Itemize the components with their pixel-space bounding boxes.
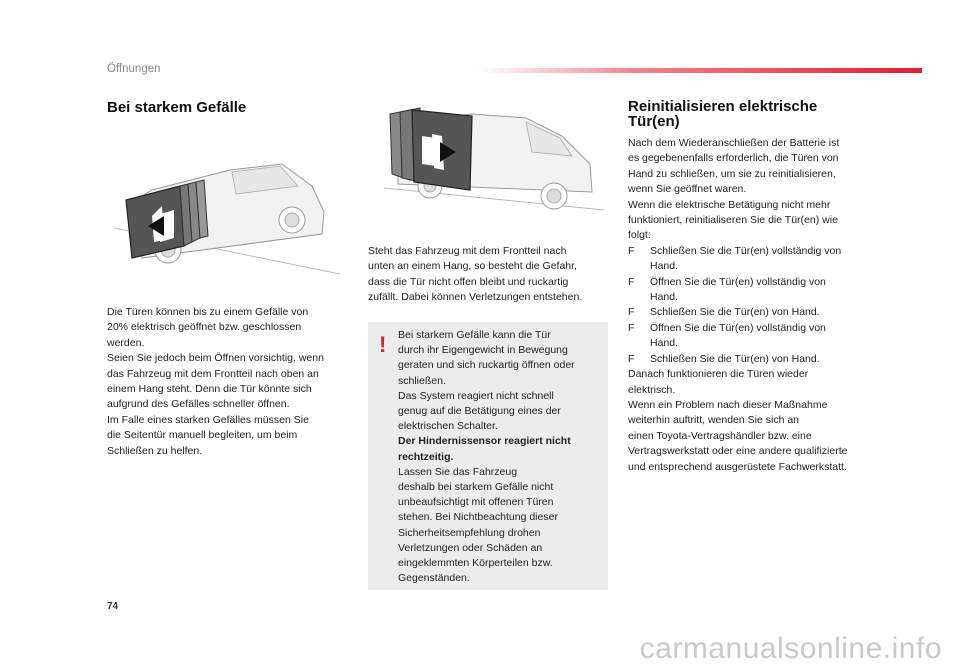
warning-text: Bei starkem Gefälle kann die Tür durch ihr Eigengewicht in Bewegung geraten und sich ruckartig öffnen oder schließen. Das System reagiert nicht schnell genug auf die Betätigung eines der elektrischen Schalter. Der Hindernissensor reagiert nicht rechtzeitig. Lassen Sie das Fahrzeug deshalb bei starkem Gefälle nicht unbeaufsichtigt mit offenen Türen stehen. Bei Nichtbeachtung dieser Sicherheitsempfehlung drohen Verletzungen oder Schäden an eingeklemmten Körperteilen bzw. Gegenständen. [398,328,598,586]
page-number: 74 [107,601,119,612]
section-title: Öffnungen [107,63,161,75]
warning-box [368,322,608,590]
step-item: F Schließen Sie die Tür(en) vollständig von Hand. [628,244,872,275]
warning-emphasis: Der Hindernissensor reagiert nicht [398,435,571,448]
step-item: F Öffnen Sie die Tür(en) vollständig von Hand. [628,321,872,352]
exclamation-icon: ! [379,332,387,357]
header-accent-bar [480,68,922,73]
bullet-icon: F [628,306,635,319]
step-item: F Schließen Sie die Tür(en) von Hand. [628,352,872,367]
bullet-icon: F [628,275,635,288]
bullet-icon: F [628,244,635,257]
watermark: carmanualsonline.info [639,632,942,665]
heading-reinitialize-doors: Reinitialisieren elektrische Tür(en) [628,98,818,130]
right-text: Nach dem Wiederanschließen der Batterie ist es gegebenenfalls erforderlich, die Türen von Hand zu schließen, um sie zu reinitialisieren, wenn Sie geöffnet waren. Wenn die elektrische Betätigung nicht mehr funktioniert, reinitialiseren Sie die Tür(en) wie folgt: F Schließen Sie die Tür(en) vollständig von Hand. F Öffnen Sie die Tür(en) vollständig von Hand. F Schließen Sie die Tür(en) von Hand. F Öffnen Sie die Tür(en) vollständig von Hand. F Schließen Sie die Tür(en) von Hand. Danach funktionieren die Türen wieder elektrisch. Wenn ein Problem nach dieser Maßnahme weiterhin auftritt, wenden Sie sich an einen Toyota-Vertragshändler bzw. eine Vertragswerkstatt oder eine andere qualifizierte und entsprechend ausgerüstete Fachwerkstatt. [628,136,872,475]
bullet-icon: F [628,352,635,365]
illustration-van-downhill [376,100,608,220]
heading-steep-slope: Bei starkem Gefälle [107,99,247,116]
step-item: F Öffnen Sie die Tür(en) vollständig von Hand. [628,275,872,306]
middle-paragraph: Steht das Fahrzeug mit dem Frontteil nach unten an einem Hang, so besteht die Gefahr, dass die Tür nicht offen bleibt und ruckartig zufällt. Dabei können Verletzungen entstehen. [368,245,583,304]
left-paragraph: Die Türen können bis zu einem Gefälle von 20% elektrisch geöffnet bzw. geschlossen werden. Seien Sie jedoch beim Öffnen vorsichtig, wenn das Fahrzeug mit dem Frontteil nach oben an einem Hang steht. Denn die Tür könnte sich aufgrund des Gefälles schneller öffnen. Im Falle eines starken Gefälles müssen Sie die Seitentür manuell begleiten, um beim Schließen zu helfen. [107,306,324,457]
step-item: F Schließen Sie die Tür(en) von Hand. [628,305,872,320]
illustration-van-uphill [112,150,342,280]
bullet-icon: F [628,321,635,334]
